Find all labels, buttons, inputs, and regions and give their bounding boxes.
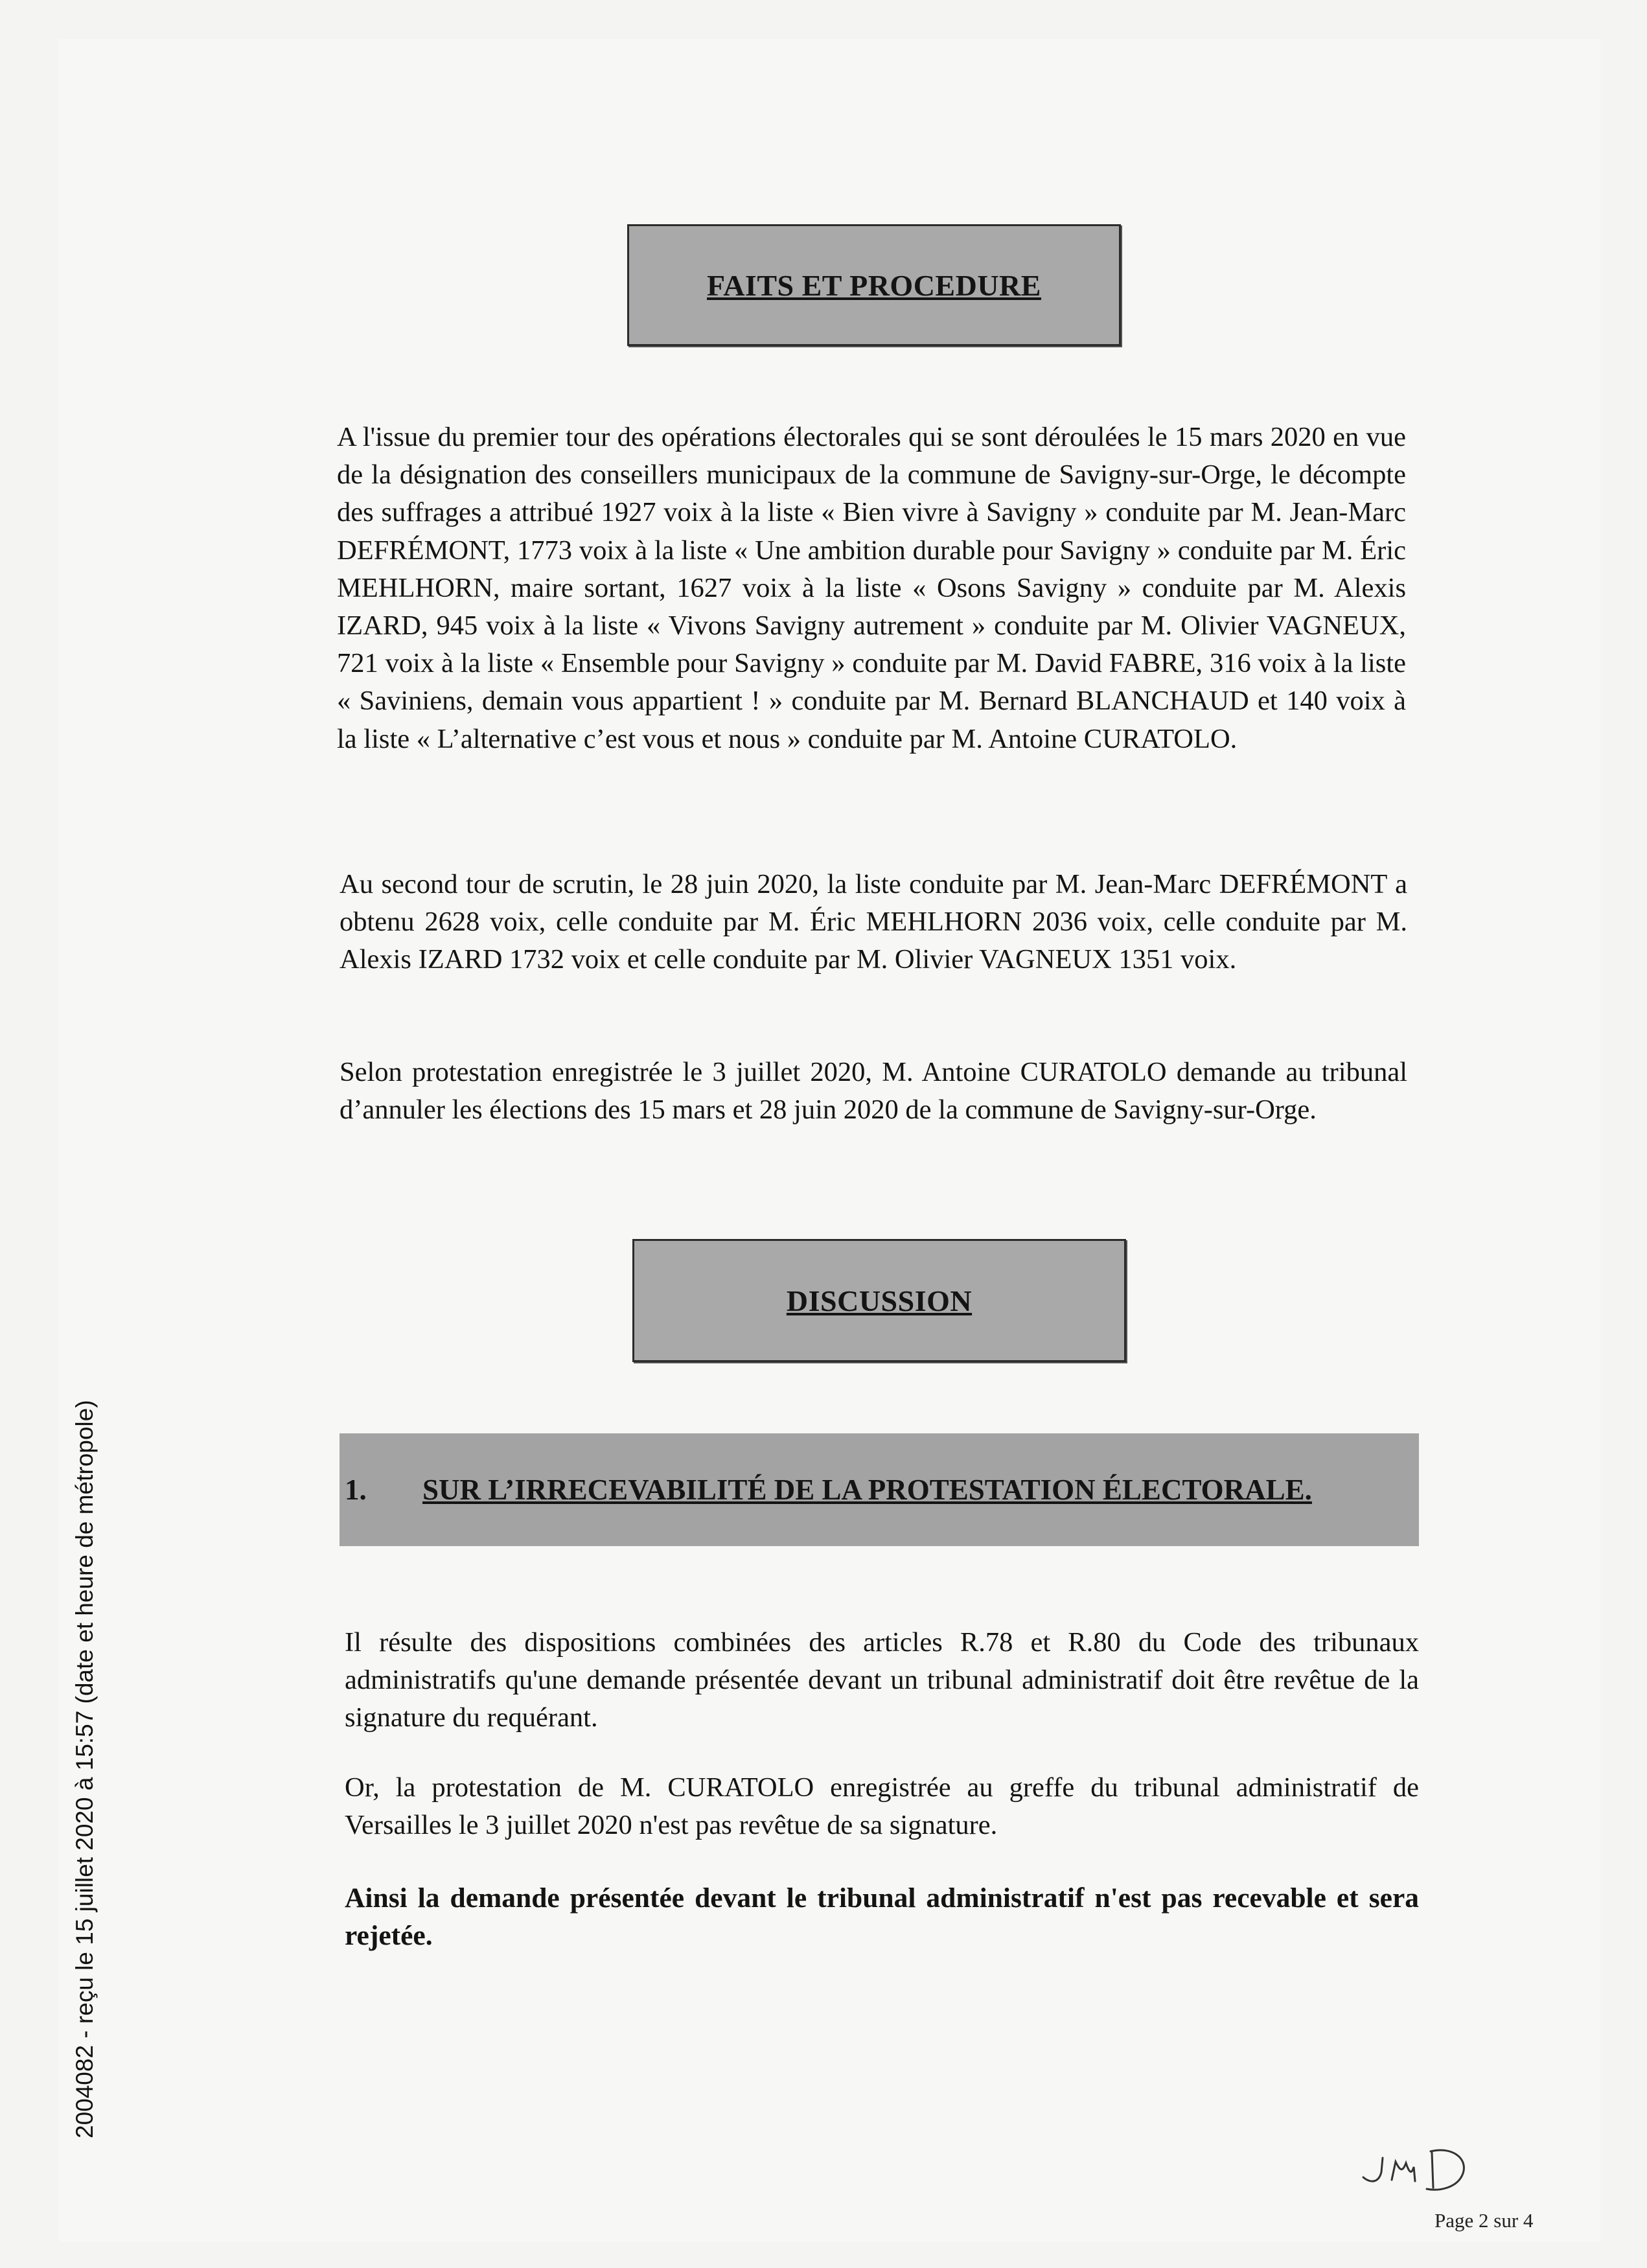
paragraph-protest-request: Selon protestation enregistrée le 3 juillet 2020, M. Antoine CURATOLO demande au tribunal d’annuler les élections des 15 mars et 28 juin 2020 de la commune de Savigny-sur-Orge. bbox=[340, 1057, 1407, 1126]
paragraph-first-round-results: A l'issue du premier tour des opérations électorales qui se sont déroulées le 15 mars 2020 en vue de la désignation des conseillers municipaux de la commune de Savigny-sur-Orge, le décompte des suffrages a attribué 1927 voix à la liste « Bien vivre à Savigny » conduite par M. Jean-Marc DEFRÉMONT, 1773 voix à la liste « Une ambition durable pour Savigny » conduite par M. Éric MEHLHORN, maire sortant, 1627 voix à la liste « Osons Savigny » conduite par M. Alexis IZARD, 945 voix à la liste « Vivons Savigny autrement » conduite par M. Olivier VAGNEUX, 721 voix à la liste « Ensemble pour Savigny » conduite par M. David FABRE, 316 voix à la liste « Saviniens, demain vous appartient ! » conduite par M. Bernard BLANCHAUD et 140 voix à la liste « L’alternative c’est vous et nous » conduite par M. Antoine CURATOLO. bbox=[337, 422, 1406, 754]
section-1-title: SUR L’IRRECEVABILITÉ DE LA PROTESTATION ÉLECTORALE. bbox=[422, 1474, 1312, 1506]
discussion-title: DISCUSSION bbox=[786, 1284, 973, 1317]
section-1-number: 1. bbox=[345, 1474, 367, 1506]
handwritten-initials bbox=[1354, 2132, 1484, 2203]
faits-title-box bbox=[627, 224, 1121, 346]
section-1-header bbox=[340, 1433, 1419, 1546]
registration-stamp: 2004082 - reçu le 15 juillet 2020 à 15:57 (date et heure de métropole) bbox=[71, 1400, 98, 2138]
paragraph-conclusion: Ainsi la demande présentée devant le tribunal administratif n'est pas recevable et sera rejetée. bbox=[345, 1882, 1419, 1952]
paragraph-missing-signature: Or, la protestation de M. CURATOLO enregistrée au greffe du tribunal administratif de Versailles le 3 juillet 2020 n'est pas revêtue de sa signature. bbox=[345, 1772, 1419, 1841]
page-number: Page 2 sur 4 bbox=[1434, 2209, 1534, 2232]
paragraph-second-round-results: Au second tour de scrutin, le 28 juin 2020, la liste conduite par M. Jean-Marc DEFRÉMONT a obtenu 2628 voix, celle conduite par M. Éric MEHLHORN 2036 voix, celle conduite par M. Alexis IZARD 1732 voix et celle conduite par M. Olivier VAGNEUX 1351 voix. bbox=[340, 869, 1407, 975]
paragraph-legal-basis: Il résulte des dispositions combinées des articles R.78 et R.80 du Code des tribunaux administratifs qu'une demande présentée devant un tribunal administratif doit être revêtue de la signature du requérant. bbox=[345, 1627, 1419, 1733]
faits-title: FAITS ET PROCEDURE bbox=[707, 268, 1041, 302]
discussion-title-box bbox=[632, 1239, 1126, 1362]
